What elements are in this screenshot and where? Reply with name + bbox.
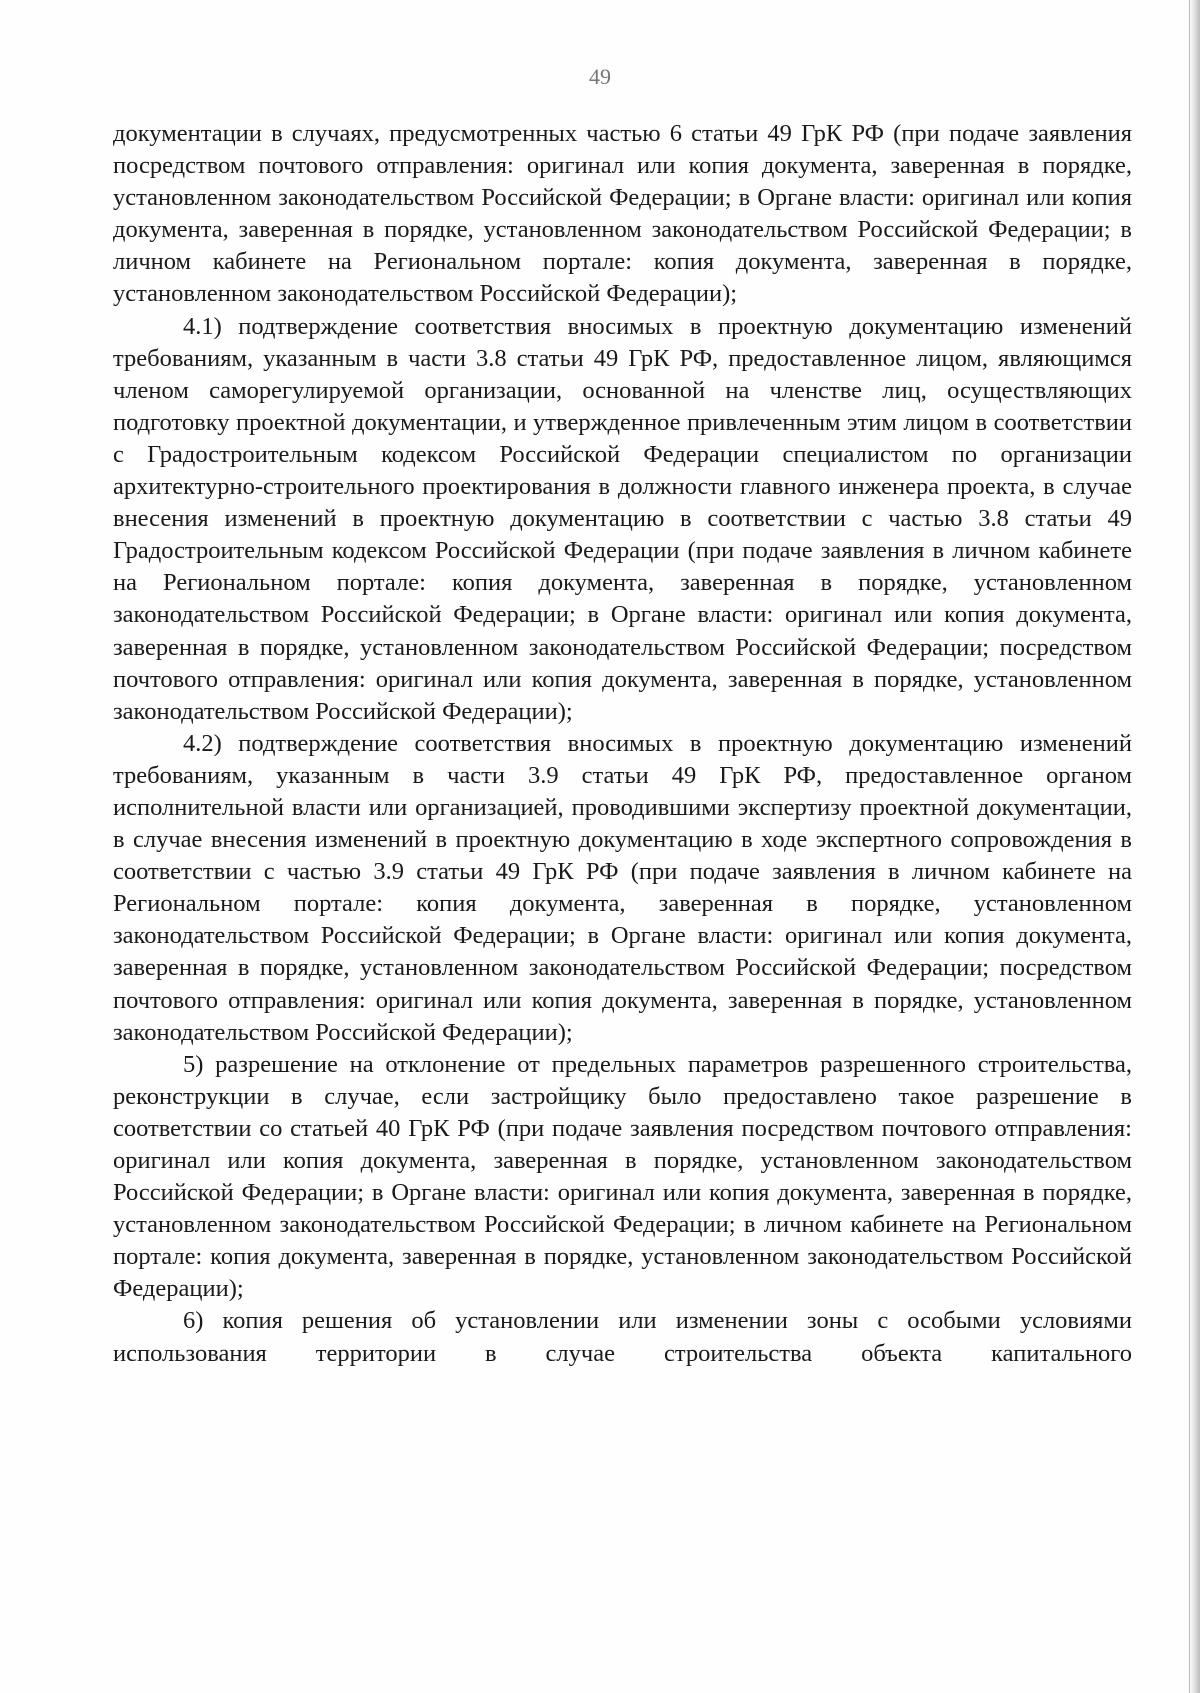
paragraph-item-4-1: 4.1) подтверждение соответствия вносимых в проектную документацию изменений требованиям, указанным в части 3.8 статьи 49 ГрК РФ, предоставленное лицом, являющимся членом саморегулируемой организации, основанной на членстве лиц, осуществляющих подготовку проектной документации, и утвержденное привлеченным этим лицом в соответствии с Градостроительным кодексом Российской Федерации специалистом по организации архитектурно-строительного проектирования в должности главного инженера проекта, в случае внесения изменений в проектную документацию в соответствии с частью 3.8 статьи 49 Градостроительным кодексом Российской Федерации (при подаче заявления в личном кабинете на Региональном портале: копия документа, заверенная в порядке, установленном законодательством Российской Федерации; в Органе власти: оригинал или копия документа, заверенная в порядке, установленном законодательством Российской Федерации; посредством почтового отправления: оригинал или копия документа, заверенная в порядке, установленном законодательством Российской Федерации); bbox=[113, 312, 1132, 725]
paragraph-continuation: документации в случаях, предусмотренных частью 6 статьи 49 ГрК РФ (при подаче заявления посредством почтового отправления: оригинал или копия документа, заверенная в порядке, установленном законодательством Российской Федерации; в Органе власти: оригинал или копия документа, заверенная в порядке, установленном законодательством Российской Федерации; в личном кабинете на Региональном портале: копия документа, заверенная в порядке, установленном законодательством Российской Федерации); bbox=[113, 120, 1132, 308]
page-number: 49 bbox=[589, 64, 611, 89]
paragraph-item-5: 5) разрешение на отклонение от предельных параметров разрешенного строительства, реконструкции в случае, если застройщику было предоставлено такое разрешение в соответствии со статьей 40 ГрК РФ (при подаче заявления посредством почтового отправления: оригинал или копия документа, заверенная в порядке, установленном законодательством Российской Федерации; в Органе власти: оригинал или копия документа, заверенная в порядке, установленном законодательством Российской Федерации; в личном кабинете на Региональном портале: копия документа, заверенная в порядке, установленном законодательством Российской Федерации); bbox=[113, 1050, 1132, 1303]
document-body bbox=[113, 118, 1132, 1370]
paragraph-item-6: 6) копия решения об установлении или изменении зоны с особыми условиями использования территории в случае строительства объекта капитального bbox=[113, 1307, 1132, 1367]
paragraph-item-4-2: 4.2) подтверждение соответствия вносимых в проектную документацию изменений требованиям, указанным в части 3.9 статьи 49 ГрК РФ, предоставленное органом исполнительной власти или организацией, проводившими экспертизу проектной документации, в случае внесения изменений в проектную документацию в ходе экспертного сопровождения в соответствии с частью 3.9 статьи 49 ГрК РФ (при подаче заявления в личном кабинете на Региональном портале: копия документа, заверенная в порядке, установленном законодательством Российской Федерации; в Органе власти: оригинал или копия документа, заверенная в порядке, установленном законодательством Российской Федерации; посредством почтового отправления: оригинал или копия документа, заверенная в порядке, установленном законодательством Российской Федерации); bbox=[113, 729, 1132, 1046]
scan-edge-line bbox=[1189, 0, 1190, 1693]
